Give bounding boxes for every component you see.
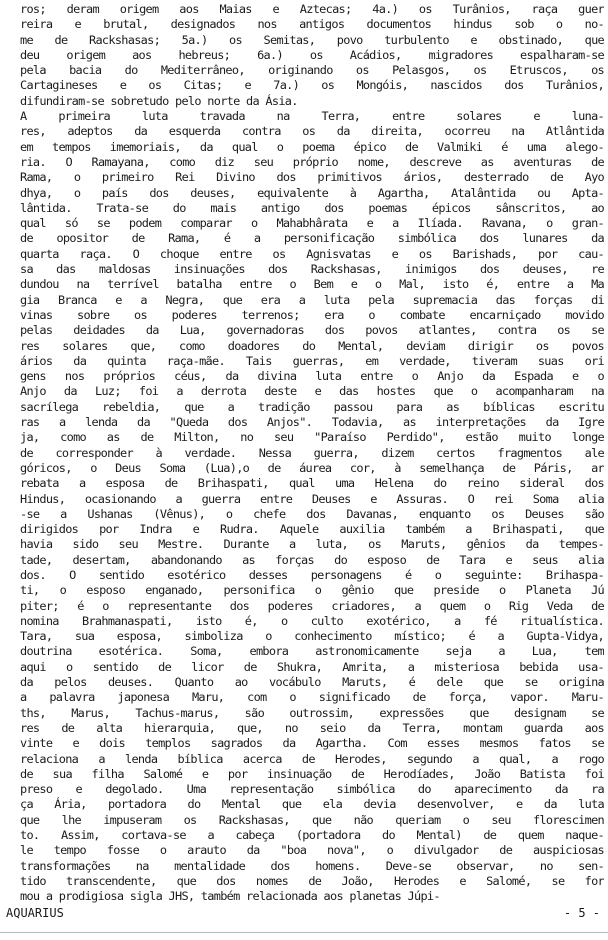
text-line: aqui o sentido de licor de Shukra, Amrita, a misteriosa bebida usa- <box>20 659 604 674</box>
text-line: tade, desertam, abandonando as forças do esposo de Tara e seus alia <box>20 552 604 567</box>
text-line: A primeira luta travada na Terra, entre solares e luna- <box>20 109 604 124</box>
text-line: pela bacia do Mediterrâneo, originando os Pelasgos, os Etruscos, os <box>20 63 604 78</box>
text-line: Rama, o primeiro Rei Divino dos primitivos ários, desterrado de Ayo <box>20 170 604 185</box>
text-line: de sua filha Salomé e por insinuação de Herodíades, João Batista foi <box>20 766 604 781</box>
text-line: mou a prodigiosa sigla JHS, também relacionada aos planetas Júpi- <box>20 889 440 904</box>
text-line: Cartagineses e os Citas; e 7a.) os Mongóis, nascidos dos Turânios, <box>20 78 604 93</box>
text-line: Hindus, ocasionando a guerra entre Deuses e Assuras. O rei Soma alia <box>20 491 604 506</box>
text-line: sa das maldosas insinuações dos Rackshasas, inimigos dos deuses, re <box>20 262 604 277</box>
text-line: vinas sobre os poderes terrenos; era o combate encarniçado movido <box>20 307 604 322</box>
text-line: que lhe impuseram os Rackshasas, que não queriam o seu florescimen <box>20 812 604 827</box>
text-line: piter; é o representante dos poderes criadores, a quem o Rig Veda de <box>20 598 604 613</box>
text-line: dhya, o país dos deuses, equivalente à Agartha, Atalântida ou Apta- <box>20 185 604 200</box>
text-line: me de Rackshasas; 5a.) os Semitas, povo turbulento e obstinado, que <box>20 32 604 47</box>
text-line: qual só se podem comparar o Mahabhârata e a Ilíada. Ravana, o gran- <box>20 216 604 231</box>
text-line: ça Ária, portadora do Mental que ela devia desenvolver, e da luta <box>20 797 604 812</box>
text-line: gia Branca e a Negra, que era a luta pela supremacia das forças di <box>20 292 604 307</box>
text-line: res de alta hierarquia, que, no seio da Terra, montam guarda aos <box>20 720 604 735</box>
text-line: vinte e dois templos sagrados da Agartha. Com esses mesmos fatos se <box>20 736 604 751</box>
text-line: reira e brutal, designados nos antigos documentos hindus sob o no- <box>20 17 604 32</box>
text-line: ários da quinta raça-mãe. Tais guerras, em verdade, tiveram suas ori <box>20 353 604 368</box>
text-line: res solares que, como doadores do Mental, deviam dirigir os povos <box>20 338 604 353</box>
text-line: de opositor de Rama, é a personificação simbólica dos lunares da <box>20 231 604 246</box>
text-line: nomina Brahmanaspati, isto é, o culto exotérico, a fé ritualística. <box>20 613 604 628</box>
text-line: dirigidos por Indra e Rudra. Aquele auxilia também a Brihaspati, que <box>20 522 604 537</box>
text-line: transformações na mentalidade dos homens. Deve-se observar, no sen- <box>20 858 604 873</box>
text-line: a palavra japonesa Maru, com o significado de força, vapor. Maru- <box>20 690 604 705</box>
text-line: pelas deidades da Lua, governadoras dos povos atlantes, contra os se <box>20 323 604 338</box>
body-text <box>20 2 604 905</box>
text-line: quarta raça. O choque entre os Agnisvatas e os Barishads, por cau- <box>20 246 604 261</box>
text-line: dundou na terrível batalha entre o Bem e o Mal, isto é, entre a Ma <box>20 277 604 292</box>
text-line: deu origem aos hebreus; 6a.) os Acádios, migradores espalharam-se <box>20 47 604 62</box>
text-line: da pelos deuses. Quanto ao vocábulo Maruts, é dele que se origina <box>20 675 604 690</box>
text-line: le tempo fosse o arauto da "boa nova", o divulgador de auspiciosas <box>20 843 604 858</box>
footer-title: AQUARIUS <box>6 906 64 920</box>
text-line: -se a Ushanas (Vênus), o chefe dos Davanas, enquanto os Deuses são <box>20 506 604 521</box>
bottom-divider <box>0 932 608 933</box>
text-line: res, adeptos da esquerda contra os da direita, ocorreu na Atlântida <box>20 124 604 139</box>
text-line: de corresponder à verdade. Nessa guerra, dizem certos fragmentos ale <box>20 445 604 460</box>
text-line: ras a lenda da "Queda dos Anjos". Todavia, as interpretações da Igre <box>20 415 604 430</box>
text-line: lântida. Trata-se do mais antigo dos poemas épicos sânscritos, ao <box>20 200 604 215</box>
text-line: ja, como as de Milton, no seu "Paraíso Perdido", estão muito longe <box>20 430 604 445</box>
text-line: ria. O Ramayana, como diz seu próprio nome, descreve as aventuras de <box>20 154 604 169</box>
text-line: ths, Marus, Tachus-marus, são outrossim, expressões que designam se <box>20 705 604 720</box>
text-line: Tara, sua esposa, simboliza o conhecimento místico; é a Gupta-Vidya, <box>20 629 604 644</box>
text-line: Anjo da Luz; foi a derrota deste e das hostes que o acompanharam na <box>20 384 604 399</box>
page-footer <box>6 906 600 924</box>
text-line: dos. O sentido esotérico desses personagens é o seguinte: Brihaspa- <box>20 567 604 582</box>
text-line: havia sido seu Mestre. Durante a luta, os Maruts, gênios da tempes- <box>20 537 604 552</box>
text-line: gens nos próprios céus, da divina luta entre o Anjo da Espada e o <box>20 369 604 384</box>
text-line: preso e degolado. Uma representação simbólica do aparecimento da ra <box>20 782 604 797</box>
text-line: difundiram-se sobretudo pelo norte da Ásia. <box>20 93 298 108</box>
text-line: rebata a esposa de Brihaspati, qual uma Helena do reino sideral dos <box>20 476 604 491</box>
text-line: doutrina esotérica. Soma, embora astronomicamente seja a Lua, tem <box>20 644 604 659</box>
text-line: ti, o esposo enganado, personifica o gênio que preside o Planeta Jú <box>20 583 604 598</box>
text-line: to. Assim, cortava-se a cabeça (portadora do Mental) de quem naque- <box>20 828 604 843</box>
text-line: relaciona a lenda bíblica acerca de Herodes, segundo a qual, a rogo <box>20 751 604 766</box>
text-line: ros; deram origem aos Maias e Aztecas; 4a.) os Turânios, raça guer <box>20 2 604 16</box>
text-line: tido transcendente, que dos nomes de João, Herodes e Salomé, se for <box>20 873 604 888</box>
text-line: em tempos imemoriais, da qual o poema épico de Valmiki é uma alego- <box>20 139 604 154</box>
page-number: - 5 - <box>563 906 600 920</box>
text-line: góricos, o Deus Soma (Lua),o de áurea cor, à semelhança de Páris, ar <box>20 460 604 475</box>
text-line: sacrílega rebeldia, que a tradição passou para as bíblicas escritu <box>20 399 604 414</box>
